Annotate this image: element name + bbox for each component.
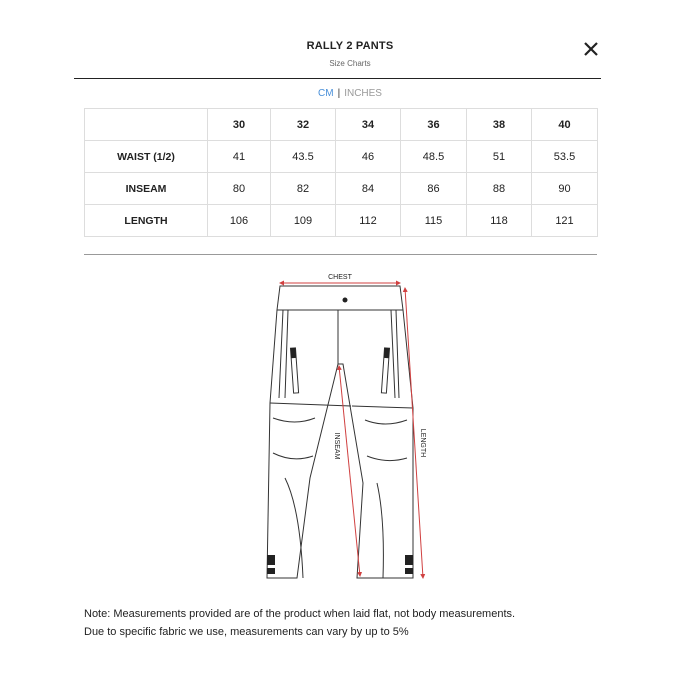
corner-cell	[85, 109, 208, 141]
table-cell: 48.5	[401, 141, 467, 173]
right-knee-curves	[365, 420, 407, 461]
table-row	[85, 205, 598, 237]
size-header-cell: 40	[532, 109, 598, 141]
note-line-2: Due to specific fabric we use, measurements can vary by up to 5%	[84, 626, 409, 638]
table-cell: 90	[532, 173, 598, 205]
size-header-row	[85, 109, 598, 141]
left-lower-seam	[285, 478, 303, 578]
header-divider	[74, 78, 601, 79]
note-line-1: Note: Measurements provided are of the product when laid flat, not body measurements.	[84, 608, 516, 620]
left-knee-curves	[273, 418, 315, 459]
right-zip-pull	[384, 348, 390, 358]
right-ankle-strap-lower	[405, 568, 413, 574]
table-cell: 118	[467, 205, 532, 237]
row-label-inseam: INSEAM	[85, 173, 208, 205]
table-cell: 86	[401, 173, 467, 205]
right-ankle-strap	[405, 555, 413, 565]
table-cell: 46	[336, 141, 401, 173]
size-header-cell: 36	[401, 109, 467, 141]
right-side-stripes	[391, 310, 399, 398]
pants-diagram	[255, 268, 445, 593]
size-header-cell: 32	[271, 109, 336, 141]
table-cell: 106	[208, 205, 271, 237]
table-row	[85, 173, 598, 205]
table-cell: 53.5	[532, 141, 598, 173]
right-lower-seam	[377, 483, 383, 578]
table-cell: 88	[467, 173, 532, 205]
left-side-stripes	[279, 310, 288, 398]
section-divider	[84, 254, 597, 255]
table-cell: 115	[401, 205, 467, 237]
size-header-cell: 34	[336, 109, 401, 141]
size-header-cell: 38	[467, 109, 532, 141]
unit-toggle	[0, 88, 700, 99]
button-dot	[343, 298, 348, 303]
unit-cm-toggle[interactable]: CM	[318, 88, 334, 99]
row-label-length: LENGTH	[85, 205, 208, 237]
unit-inches-toggle[interactable]: INCHES	[344, 88, 382, 99]
table-cell: 82	[271, 173, 336, 205]
table-cell: 121	[532, 205, 598, 237]
chart-subtitle: Size Charts	[329, 59, 371, 68]
table-row	[85, 141, 598, 173]
table-cell: 80	[208, 173, 271, 205]
knee-zone-line	[270, 403, 413, 408]
left-ankle-strap	[267, 555, 275, 565]
left-zip-pull	[290, 348, 296, 358]
table-cell: 112	[336, 205, 401, 237]
waistband-outline	[277, 286, 403, 310]
size-table	[84, 108, 598, 237]
table-cell: 84	[336, 173, 401, 205]
table-cell: 41	[208, 141, 271, 173]
chest-label: CHEST	[328, 274, 352, 281]
length-label: LENGTH	[419, 428, 426, 458]
table-cell: 109	[271, 205, 336, 237]
left-ankle-strap-lower	[267, 568, 275, 574]
inseam-measure-line	[339, 366, 360, 576]
chart-title: RALLY 2 PANTS	[306, 40, 394, 52]
size-header-cell: 30	[208, 109, 271, 141]
inseam-label: INSEAM	[333, 432, 340, 460]
table-cell: 51	[467, 141, 532, 173]
row-label-waist: WAIST (1/2)	[85, 141, 208, 173]
unit-separator: |	[337, 88, 341, 99]
close-icon[interactable]	[580, 38, 602, 60]
table-cell: 43.5	[271, 141, 336, 173]
